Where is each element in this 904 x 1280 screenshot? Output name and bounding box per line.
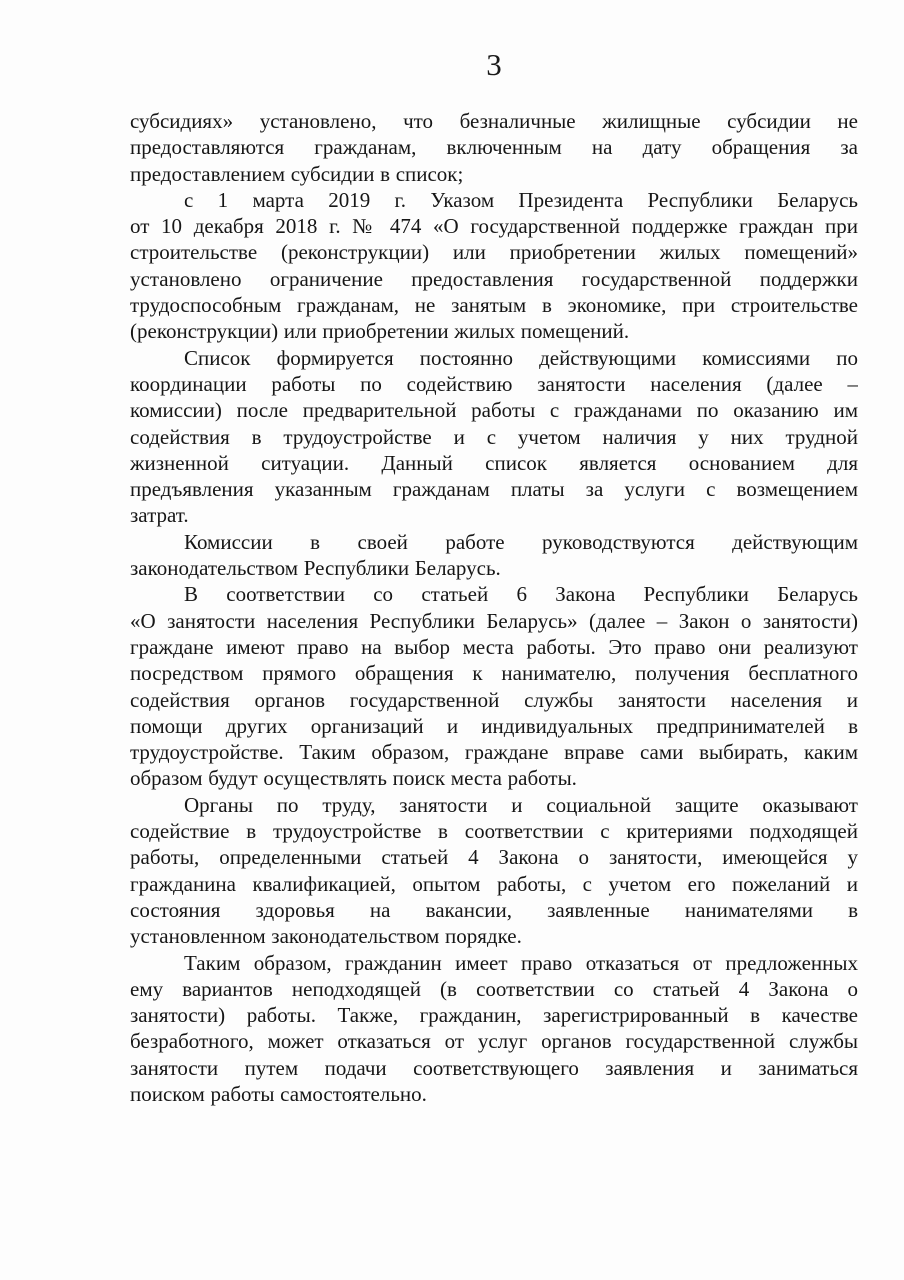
text-line: комиссии) после предварительной работы с гражданами по оказанию им (130, 398, 858, 423)
text-line: предоставлением субсидии в список; (130, 161, 464, 186)
paragraph (130, 187, 858, 345)
text-line: гражданина квалификацией, опытом работы, с учетом его пожеланий и (130, 871, 858, 896)
text-line: (реконструкции) или приобретении жилых помещений. (130, 319, 630, 344)
text-line: образом будут осуществлять поиск места работы. (130, 766, 577, 791)
text-line: безработного, может отказаться от услуг органов государственной службы (130, 1029, 858, 1054)
text-line: предоставляются гражданам, включенным на дату обращения за (130, 135, 858, 160)
text-line: «О занятости населения Республики Беларусь» (далее – Закон о занятости) (130, 608, 858, 633)
text-line: строительстве (реконструкции) или приобретении жилых помещений» (130, 240, 858, 265)
text-line: содействие в трудоустройстве в соответствии с критериями подходящей (130, 819, 858, 844)
text-line: трудоспособным гражданам, не занятым в экономике, при строительстве (130, 293, 858, 318)
page-number: 3 (486, 47, 502, 82)
paragraph (130, 950, 858, 1108)
paragraph (130, 345, 858, 529)
text-line: Органы по труду, занятости и социальной защите оказывают (184, 792, 858, 817)
text-line: содействия органов государственной службы занятости населения и (130, 687, 858, 712)
text-line: состояния здоровья на вакансии, заявленные нанимателями в (130, 897, 858, 922)
text-line: ему вариантов неподходящей (в соответствии со статьей 4 Закона о (130, 976, 858, 1001)
text-line: законодательством Республики Беларусь. (130, 556, 501, 581)
paragraph (130, 792, 858, 950)
text-line: с 1 марта 2019 г. Указом Президента Республики Беларусь (184, 187, 858, 212)
text-line: трудоустройстве. Таким образом, граждане вправе сами выбирать, каким (130, 740, 858, 765)
text-line: Комиссии в своей работе руководствуются действующим (184, 529, 858, 554)
text-line: субсидиях» установлено, что безналичные жилищные субсидии не (130, 109, 858, 133)
text-line: граждане имеют право на выбор места работы. Это право они реализуют (130, 634, 858, 659)
document-body (130, 108, 858, 1107)
text-line: В соответствии со статьей 6 Закона Республики Беларусь (184, 582, 858, 607)
text-line: помощи других организаций и индивидуальных предпринимателей в (130, 713, 858, 738)
text-line: от 10 декабря 2018 г. № 474 «О государственной поддержке граждан при (130, 214, 858, 239)
text-line: координации работы по содействию занятости населения (далее – (130, 371, 858, 396)
text-line: затрат. (130, 503, 189, 528)
text-line: установлено ограничение предоставления государственной поддержки (130, 266, 858, 291)
paragraph (130, 581, 858, 791)
text-line: Таким образом, гражданин имеет право отказаться от предложенных (184, 950, 858, 975)
text-line: занятости путем подачи соответствующего заявления и заниматься (130, 1055, 858, 1080)
text-line: занятости) работы. Также, гражданин, зарегистрированный в качестве (130, 1003, 858, 1028)
paragraph (130, 529, 858, 582)
text-line: Список формируется постоянно действующими комиссиями по (184, 345, 858, 370)
text-line: установленном законодательством порядке. (130, 924, 522, 949)
text-line: жизненной ситуации. Данный список является основанием для (130, 450, 858, 475)
text-line: поиском работы самостоятельно. (130, 1081, 427, 1106)
text-line: содействия в трудоустройстве и с учетом наличия у них трудной (130, 424, 858, 449)
text-line: предъявления указанным гражданам платы за услуги с возмещением (130, 477, 858, 502)
text-line: посредством прямого обращения к нанимателю, получения бесплатного (130, 661, 858, 686)
paragraph (130, 108, 858, 187)
text-line: работы, определенными статьей 4 Закона о занятости, имеющейся у (130, 845, 858, 870)
